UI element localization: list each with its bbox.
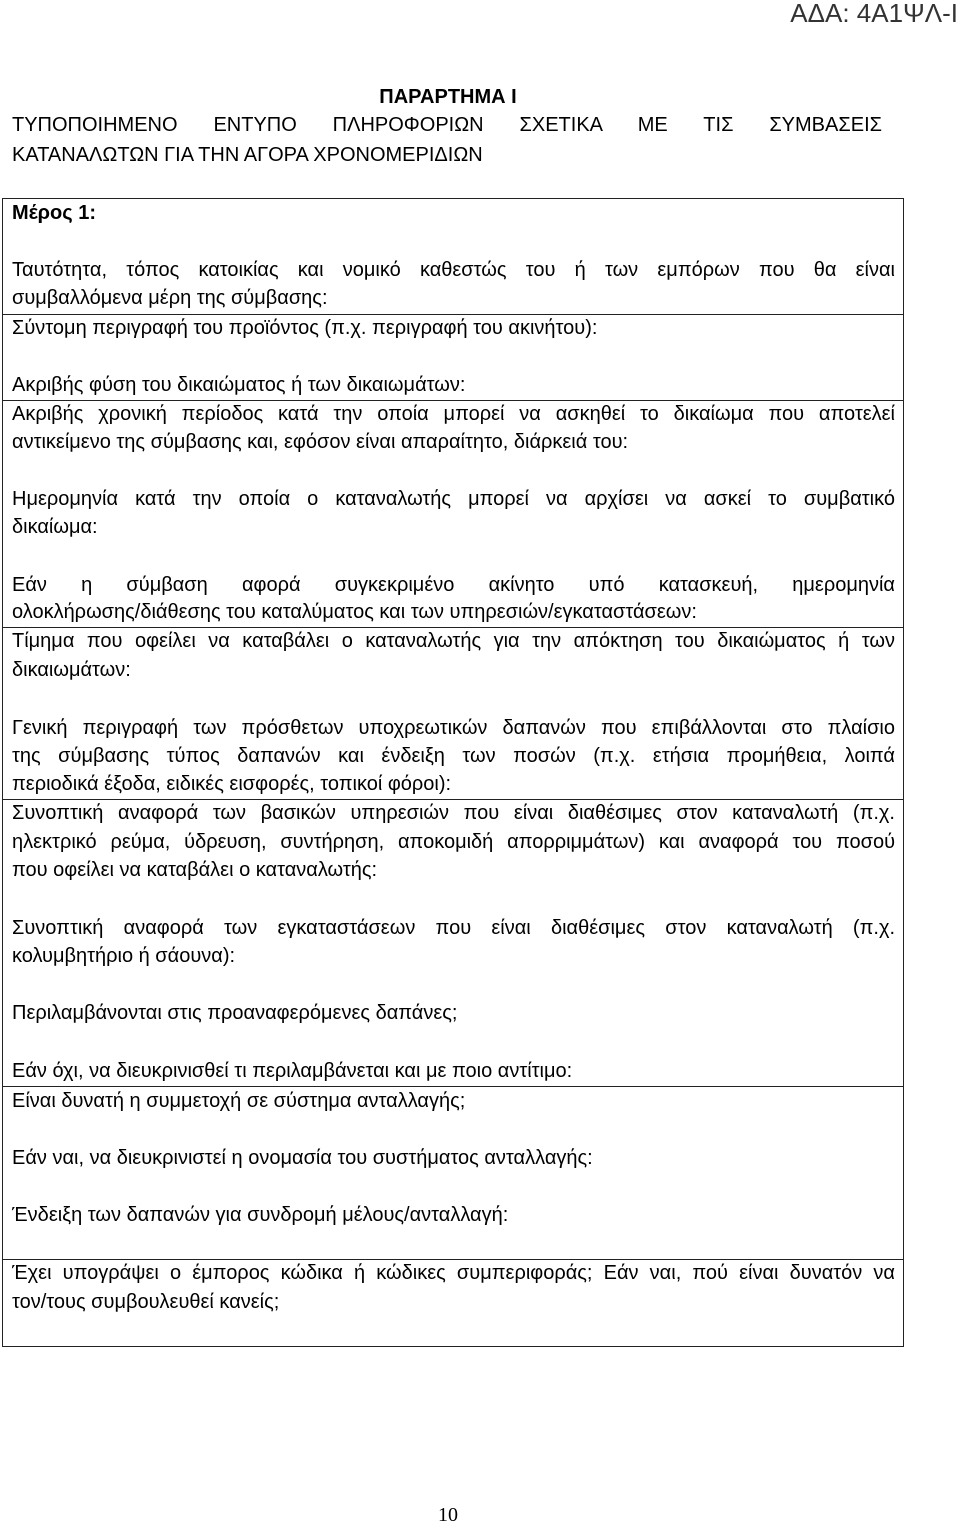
field-line: Είναι δυνατή η συμμετοχή σε σύστημα ανταλλαγής; bbox=[12, 1090, 466, 1112]
field-line: Εάν όχι, να διευκρινισθεί τι περιλαμβάνεται και με ποιο αντίτιμο: bbox=[12, 1060, 573, 1082]
field-line: Εάν η σύμβαση αφορά συγκεκριμένο ακίνητο υπό κατασκευή, ημερομηνία bbox=[12, 574, 895, 596]
field-line: Ημερομηνία κατά την οποία ο καταναλωτής μπορεί να αρχίσει να ασκεί το συμβατικό bbox=[12, 488, 895, 510]
field-line: δικαιωμάτων: bbox=[12, 659, 131, 681]
field-line: Συνοπτική αναφορά των βασικών υπηρεσιών που είναι διαθέσιμες στον καταναλωτή (π.χ. bbox=[12, 802, 895, 824]
field-line: Ακριβής χρονική περίοδος κατά την οποία μπορεί να ασκηθεί το δικαίωμα που αποτελεί bbox=[12, 403, 895, 425]
field-line: Ένδειξη των δαπανών για συνδρομή μέλους/ανταλλαγή: bbox=[12, 1204, 509, 1226]
field-line: κολυμβητήριο ή σάουνα): bbox=[12, 945, 236, 967]
annex-heading: ΠΑΡΑΡΤΗΜΑ Ι bbox=[379, 86, 517, 108]
annex-title-line: ΤΥΠΟΠΟΙΗΜΕΝΟ ΕΝΤΥΠΟ ΠΛΗΡΟΦΟΡΙΩΝ ΣΧΕΤΙΚΑ ΜΕ ΤΙΣ ΣΥΜΒΑΣΕΙΣ bbox=[12, 114, 882, 136]
field-line: συμβαλλόμενα μέρη της σύμβασης: bbox=[12, 287, 328, 309]
field-line: ολοκλήρωσης/διάθεσης του καταλύματος και των υπηρεσιών/εγκαταστάσεων: bbox=[12, 601, 697, 623]
field-line: περιοδικά έξοδα, ειδικές εισφορές, τοπικοί φόροι): bbox=[12, 773, 452, 795]
annex-title-line: ΚΑΤΑΝΑΛΩΤΩΝ ΓΙΑ ΤΗΝ ΑΓΟΡΑ ΧΡΟΝΟΜΕΡΙΔΙΩΝ bbox=[12, 144, 483, 166]
field-line: Έχει υπογράψει ο έμπορος κώδικα ή κώδικες συμπεριφοράς; Εάν ναι, πού είναι δυνατόν να bbox=[12, 1262, 895, 1284]
page-number: 10 bbox=[438, 1504, 458, 1525]
field-line: Ακριβής φύση του δικαιώματος ή των δικαιωμάτων: bbox=[12, 374, 466, 396]
field-line: Τίμημα που οφείλει να καταβάλει ο καταναλωτής για την απόκτηση του δικαιώματος ή των bbox=[12, 630, 895, 652]
field-line: δικαίωμα: bbox=[12, 516, 98, 538]
field-line: που οφείλει να καταβάλει ο καταναλωτής: bbox=[12, 859, 378, 881]
field-line: Γενική περιγραφή των πρόσθετων υποχρεωτικών δαπανών που επιβάλλονται στο πλαίσιο bbox=[12, 717, 895, 739]
field-line: ηλεκτρικό ρεύμα, ύδρευση, συντήρηση, αποκομιδή απορριμμάτων) και αναφορά του ποσού bbox=[12, 831, 895, 853]
ada-identifier: ΑΔΑ: 4Α1ΨΛ-Ι bbox=[790, 0, 958, 28]
field-line: Συνοπτική αναφορά των εγκαταστάσεων που είναι διαθέσιμες στον καταναλωτή (π.χ. bbox=[12, 917, 895, 939]
field-line: Περιλαμβάνονται στις προαναφερόμενες δαπάνες; bbox=[12, 1002, 458, 1024]
field-line: αντικείμενο της σύμβασης και, εφόσον είναι απαραίτητο, διάρκειά του: bbox=[12, 431, 629, 453]
part-heading: Μέρος 1: bbox=[12, 202, 97, 224]
field-line: Εάν ναι, να διευκρινιστεί η ονομασία του συστήματος ανταλλαγής: bbox=[12, 1147, 593, 1169]
field-line: τον/τους συμβουλευθεί κανείς; bbox=[12, 1291, 280, 1313]
field-line: Σύντομη περιγραφή του προϊόντος (π.χ. περιγραφή του ακινήτου): bbox=[12, 317, 598, 339]
field-line: της σύμβασης τύπος δαπανών και ένδειξη των ποσών (π.χ. ετήσια προμήθεια, λοιπά bbox=[12, 745, 895, 767]
field-line: Ταυτότητα, τόπος κατοικίας και νομικό καθεστώς του ή των εμπόρων που θα είναι bbox=[12, 259, 895, 281]
